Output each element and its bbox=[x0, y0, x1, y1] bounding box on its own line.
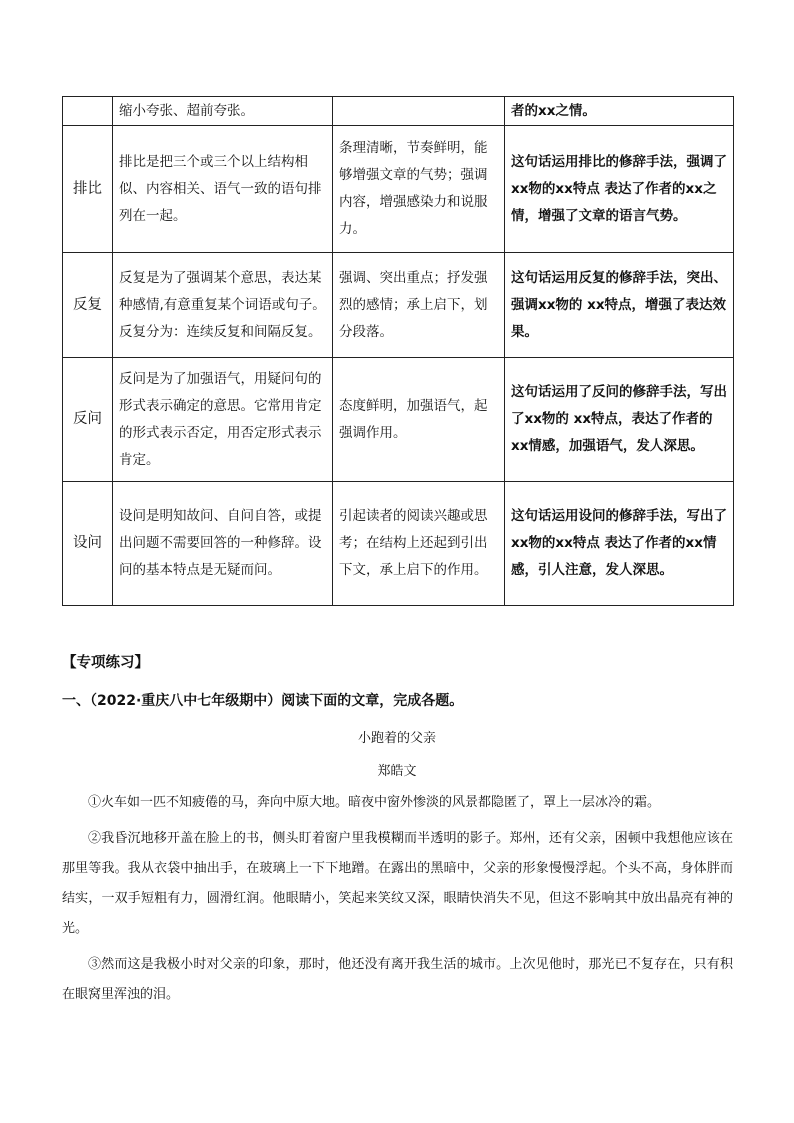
definition-cell: 设问是明知故问、自问自答，或提出问题不需要回答的一种修辞。设问的基本特点是无疑而问。 bbox=[113, 482, 333, 606]
article-paragraph: ②我昏沉地移开盖在脸上的书，侧头盯着窗户里我模糊而半透明的影子。郑州，还有父亲，困顿中我想他应该在那里等我。我从衣袋中抽出手，在玻璃上一下下地蹭。在露出的黑暗中，父亲的形象慢慢浮起。个头不高，身体胖而结实，一双手短粗有力，圆滑红润。他眼睛小，笑起来笑纹又深，眼睛快消失不见，但这不影响其中放出晶亮有神的光。 bbox=[62, 831, 733, 936]
definition-cell: 反复是为了强调某个意思，表达某种感情,有意重复某个词语或句子。反复分为：连续反复和间隔反复。 bbox=[113, 253, 333, 358]
device-name-cell bbox=[63, 97, 113, 126]
device-name-cell: 反复 bbox=[63, 253, 113, 358]
section-title: 【专项练习】 bbox=[62, 655, 149, 671]
article-author: 郑皓文 bbox=[377, 764, 417, 779]
effect-cell: 条理清晰，节奏鲜明，能够增强文章的气势；强调内容，增强感染力和说服力。 bbox=[333, 126, 505, 253]
question-title: 一、（2022·重庆八中七年级期中）阅读下面的文章，完成各题。 bbox=[62, 693, 464, 709]
effect-cell bbox=[333, 97, 505, 126]
device-name-cell: 排比 bbox=[63, 126, 113, 253]
article-paragraph: ③然而这是我极小时对父亲的印象，那时，他还没有离开我生活的城市。上次见他时，那光已不复存在，只有积在眼窝里浑浊的泪。 bbox=[62, 957, 733, 1002]
definition-cell: 反问是为了加强语气，用疑问句的形式表示确定的意思。它常用肯定的形式表示否定，用否定形式表示肯定。 bbox=[113, 358, 333, 482]
answer-template-cell: 这句话运用反复的修辞手法，突出、强调xx物的 xx特点，增强了表达效果。 bbox=[505, 253, 734, 358]
effect-cell: 引起读者的阅读兴趣或思考；在结构上还起到引出下文，承上启下的作用。 bbox=[333, 482, 505, 606]
device-name-cell: 反问 bbox=[63, 358, 113, 482]
definition-cell: 排比是把三个或三个以上结构相似、内容相关、语气一致的语句排列在一起。 bbox=[113, 126, 333, 253]
table-row bbox=[63, 253, 734, 358]
effect-cell: 态度鲜明，加强语气，起强调作用。 bbox=[333, 358, 505, 482]
effect-cell: 强调、突出重点；抒发强烈的感情；承上启下，划分段落。 bbox=[333, 253, 505, 358]
answer-template-cell: 这句话运用排比的修辞手法，强调了xx物的xx特点 表达了作者的xx之情，增强了文章的语言气势。 bbox=[505, 126, 734, 253]
answer-template-cell: 这句话运用设问的修辞手法，写出了xx物的xx特点 表达了作者的xx情感，引人注意，发人深思。 bbox=[505, 482, 734, 606]
device-name-cell: 设问 bbox=[63, 482, 113, 606]
table-row bbox=[63, 482, 734, 606]
answer-template-cell: 者的xx之情。 bbox=[505, 97, 734, 126]
article-body bbox=[62, 788, 733, 1016]
article-title: 小跑着的父亲 bbox=[357, 731, 436, 746]
table-row bbox=[63, 126, 734, 253]
table-row bbox=[63, 358, 734, 482]
article-paragraph: ①火车如一匹不知疲倦的马，奔向中原大地。暗夜中窗外惨淡的风景都隐匿了，罩上一层冰冷的霜。 bbox=[88, 795, 661, 810]
definition-cell: 缩小夸张、超前夸张。 bbox=[113, 97, 333, 126]
answer-template-cell: 这句话运用了反问的修辞手法，写出了xx物的 xx特点，表达了作者的xx情感，加强语气，发人深思。 bbox=[505, 358, 734, 482]
table-row bbox=[63, 97, 734, 126]
rhetoric-table bbox=[62, 96, 734, 606]
